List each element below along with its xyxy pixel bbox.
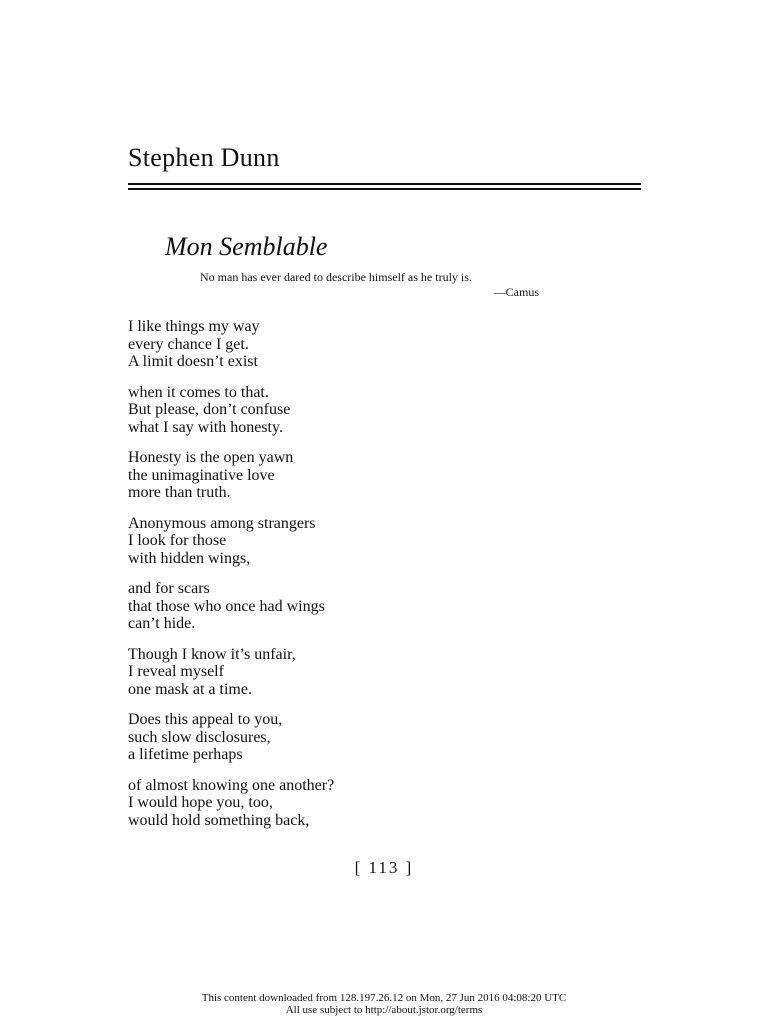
stanza: [128, 777, 528, 830]
terms-notice: All use subject to http://about.jstor.org/terms: [285, 1004, 483, 1016]
poem-body: [128, 318, 528, 842]
page-number-label: [ 113 ]: [354, 858, 414, 877]
epigraph: [200, 270, 540, 300]
poem-line: what I say with honesty.: [128, 418, 283, 436]
header-rule-top: [128, 183, 641, 185]
poem-line: A limit doesn’t exist: [128, 353, 258, 370]
poem-line: of almost knowing one another?: [128, 776, 335, 794]
poem-line: when it comes to that.: [128, 383, 269, 401]
poem-line: a lifetime perhaps: [128, 746, 243, 763]
header-rule-bottom: [128, 188, 641, 190]
poem-line: Does this appeal to you,: [128, 711, 283, 728]
poem-line: the unimaginative love: [128, 466, 275, 484]
poem-line: I reveal myself: [128, 663, 224, 680]
poem-line: such slow disclosures,: [128, 728, 271, 746]
poem-line: Anonymous among strangers: [128, 514, 316, 532]
stanza: [128, 580, 528, 633]
stanza: [128, 515, 528, 568]
poem-line: more than truth.: [128, 484, 231, 501]
footer: [0, 992, 768, 1016]
page-number: [0, 858, 768, 878]
stanza: [128, 449, 528, 502]
poem-line: would hold something back,: [128, 811, 310, 829]
poem-line: I would hope you, too,: [128, 794, 273, 811]
poem-line: every chance I get.: [128, 335, 249, 353]
poem-line: that those who once had wings: [128, 597, 325, 615]
stanza: [128, 318, 528, 371]
epigraph-attribution: —Camus: [493, 285, 539, 299]
stanza: [128, 646, 528, 699]
epigraph-quote: No man has ever dared to describe himself as he truly is.: [200, 270, 472, 284]
stanza: [128, 384, 528, 437]
download-notice: This content downloaded from 128.197.26.12 on Mon, 27 Jun 2016 04:08:20 UTC: [201, 992, 567, 1004]
poem-line: But please, don’t confuse: [128, 401, 291, 418]
poem-line: I look for those: [128, 532, 227, 549]
poem-line: I like things my way: [128, 318, 260, 335]
poem-line: and for scars: [128, 580, 210, 597]
poem-line: one mask at a time.: [128, 680, 252, 698]
stanza: [128, 711, 528, 764]
poem-line: can’t hide.: [128, 615, 196, 632]
poem-line: Though I know it’s unfair,: [128, 645, 296, 663]
poem-line: Honesty is the open yawn: [128, 449, 294, 466]
author-name: Stephen Dunn: [128, 143, 280, 172]
poem-line: with hidden wings,: [128, 549, 251, 567]
poem-title: Mon Semblable: [165, 232, 328, 261]
